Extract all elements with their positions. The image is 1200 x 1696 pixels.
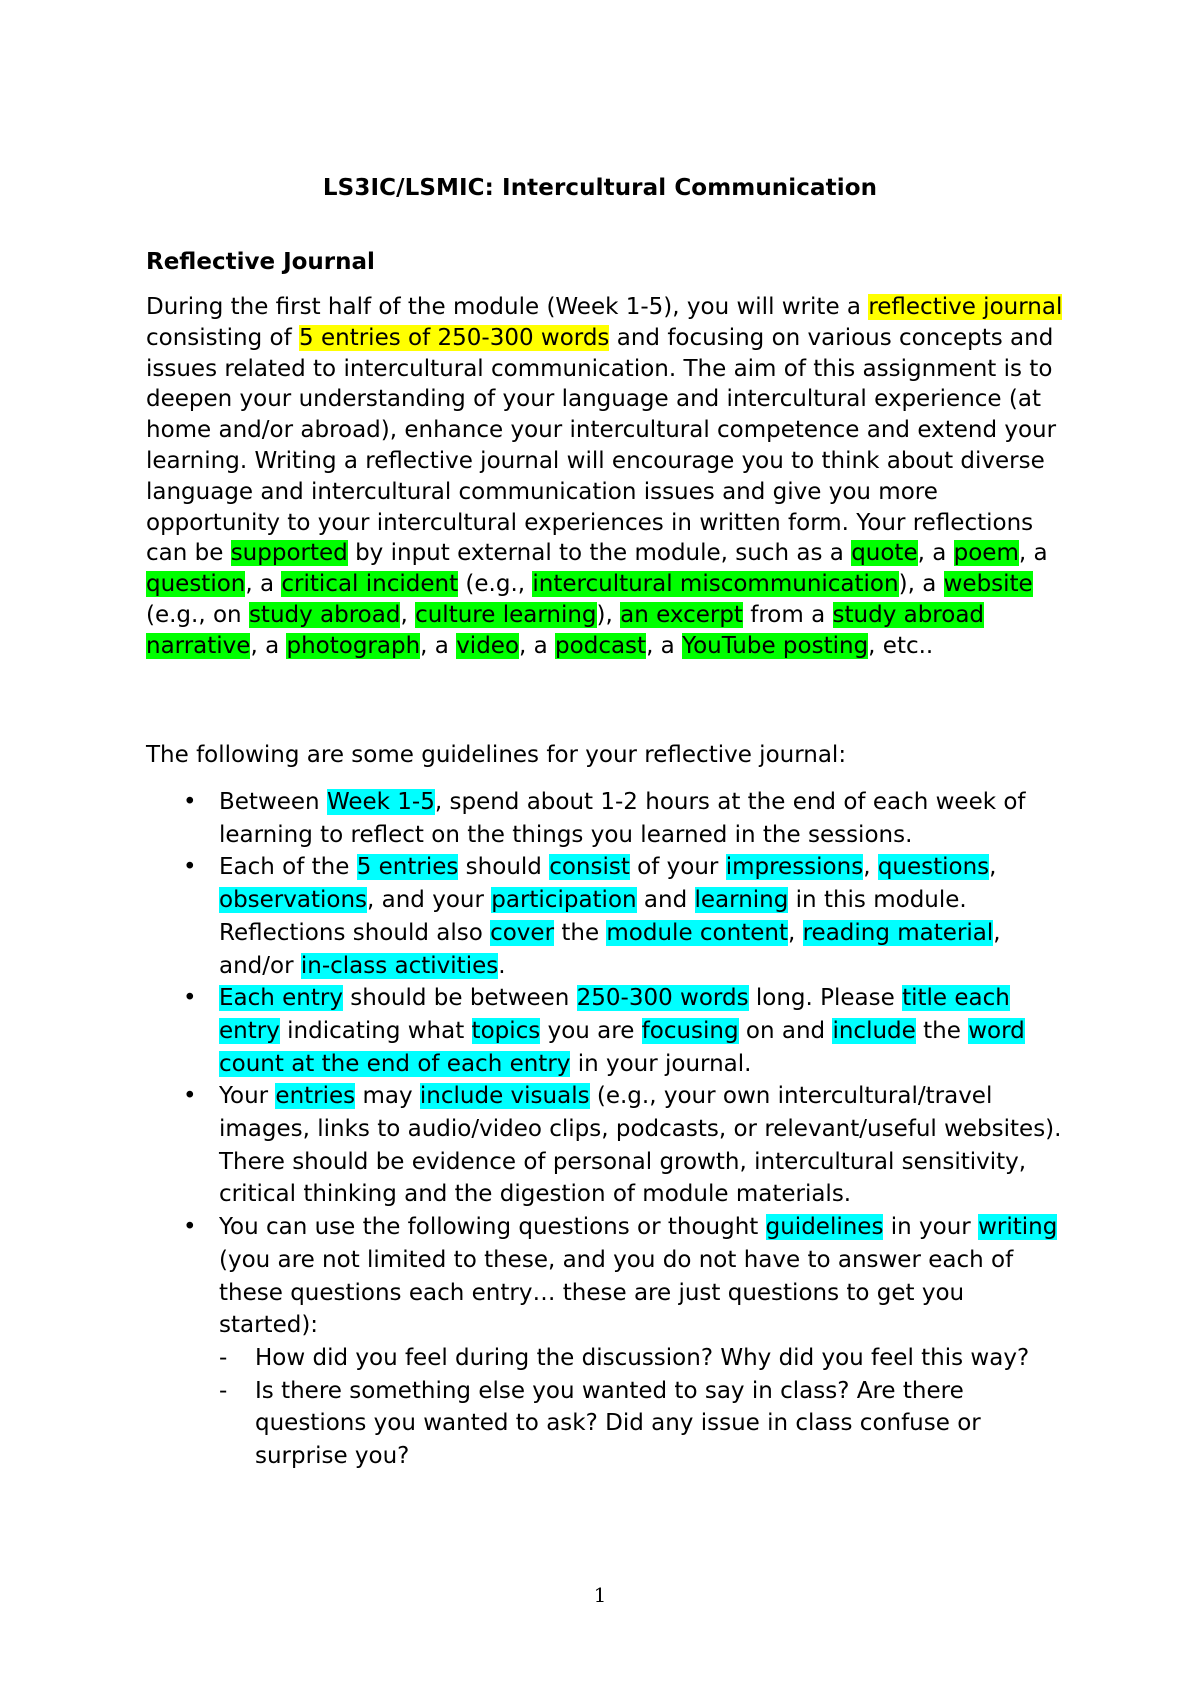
- guideline-item: [146, 1211, 1066, 1473]
- intro-text: , a: [420, 632, 457, 659]
- highlight-cyan: title each entry: [219, 985, 1010, 1044]
- highlight-cyan: writing: [978, 1214, 1058, 1241]
- guideline-item: [146, 982, 1066, 1080]
- intro-text: from a: [742, 601, 833, 628]
- highlight-green: podcast: [555, 632, 647, 659]
- guideline-text: in your journal.: [570, 1050, 752, 1077]
- highlight-cyan: include: [832, 1017, 916, 1044]
- highlight-cyan: cover: [490, 919, 555, 946]
- highlight-green: photograph: [286, 632, 421, 659]
- highlight-cyan: 250-300 words: [576, 985, 749, 1012]
- guideline-text: should: [458, 854, 550, 881]
- question-item: - Is there something else you wanted to say in class? Are there questions you wanted to ask? Did any issue in class confuse or surprise you?: [219, 1375, 1066, 1473]
- intro-text: During the first half of the module (Week 1-5), you will write a: [146, 294, 869, 320]
- highlight-green: an excerpt: [620, 601, 743, 628]
- guideline-text: ,: [989, 854, 997, 881]
- guideline-text: long. Please: [748, 985, 903, 1012]
- guideline-text: .: [498, 952, 506, 979]
- intro-text: ),: [596, 601, 621, 628]
- highlight-cyan: Week 1-5: [326, 789, 435, 815]
- intro-text: by input external to the module, such as a: [347, 540, 852, 567]
- highlight-green: website: [943, 571, 1033, 598]
- intro-text: and focusing on various concepts and issues related to intercultural communication. The aim of this assignment is to deepen your understanding of your language and intercultural experience (at home and/or abroad), enhance your intercultural competence and extend your learning. Writing a reflective journal will encourage you to think about diverse language and intercultural communication issues and give you more opportunity to your intercultural experiences in written form. Your reflections can be: [146, 324, 1057, 567]
- guidelines-intro: The following are some guidelines for your reflective journal:: [146, 742, 847, 768]
- highlight-green: critical incident: [281, 571, 459, 598]
- guideline-text: ,: [787, 919, 803, 946]
- guideline-text: ,: [863, 854, 878, 881]
- question-item: - How did you feel during the discussion? Why did you feel this way?: [219, 1342, 1066, 1375]
- highlight-cyan: module content: [606, 919, 788, 946]
- guideline-item: [146, 1080, 1066, 1211]
- guideline-text: , and/or: [219, 919, 1001, 979]
- highlight-green: culture learning: [415, 601, 597, 628]
- intro-text: consisting of: [146, 324, 300, 351]
- guideline-text: and: [636, 887, 695, 914]
- highlight-cyan: entries: [275, 1083, 356, 1110]
- intro-text: , etc..: [868, 632, 934, 659]
- highlight-cyan: impressions: [725, 854, 864, 881]
- guideline-text: the: [554, 919, 607, 946]
- guideline-item: [146, 786, 1066, 851]
- highlight-yellow: 5 entries of 250-300 words: [299, 324, 610, 351]
- highlight-green: question: [146, 571, 246, 598]
- highlight-cyan: learning: [694, 887, 789, 914]
- highlight-green: YouTube posting: [682, 632, 869, 659]
- highlight-green: video: [456, 632, 520, 659]
- document-title: LS3IC/LSMIC: Intercultural Communication: [322, 175, 878, 201]
- intro-text: , a: [646, 632, 683, 659]
- highlight-green: study abroad narrative: [146, 601, 985, 659]
- guideline-text: , spend about 1-2 hours at the end of each week of learning to reflect on the things you learned in the sessions.: [219, 789, 1026, 848]
- intro-text: , a: [519, 632, 556, 659]
- intro-text: ), a: [898, 571, 944, 598]
- guideline-item: [146, 851, 1066, 982]
- highlight-cyan: participation: [491, 887, 637, 914]
- highlight-cyan: focusing: [641, 1017, 739, 1044]
- highlight-cyan: questions: [877, 854, 990, 881]
- intro-text: , a: [250, 632, 287, 659]
- highlight-cyan: topics: [471, 1017, 541, 1044]
- highlight-cyan: reading material: [802, 919, 994, 946]
- guideline-text: of your: [629, 854, 726, 881]
- intro-text: (e.g., on: [146, 601, 249, 628]
- highlight-cyan: in-class activities: [300, 952, 499, 979]
- highlight-cyan: guidelines: [765, 1214, 884, 1241]
- guideline-text: You can use the following questions or thought: [219, 1214, 766, 1241]
- intro-text: , a: [245, 571, 282, 598]
- guideline-text: in your: [883, 1214, 979, 1241]
- highlight-cyan: word count at the end of each entry: [219, 1017, 1025, 1077]
- guideline-questions: [219, 1342, 1066, 1473]
- intro-text: , a: [917, 540, 954, 567]
- page-number: 1: [593, 1583, 607, 1607]
- intro-text: , a: [1018, 540, 1048, 567]
- highlight-green: supported: [230, 540, 348, 567]
- guideline-text: , and your: [367, 887, 492, 914]
- highlight-cyan: 5 entries: [356, 854, 459, 881]
- highlight-green: poem: [953, 540, 1019, 567]
- highlight-cyan: Each entry: [219, 985, 343, 1012]
- guideline-text: (you are not limited to these, and you do not have to answer each of these questions each entry… these are just questions to get you started):: [219, 1246, 1014, 1339]
- guideline-text: indicating what: [279, 1017, 472, 1044]
- highlight-cyan: observations: [219, 887, 368, 914]
- guideline-text: Each of the: [219, 854, 357, 881]
- guideline-text: Between: [219, 789, 327, 815]
- highlight-cyan: include visuals: [419, 1083, 590, 1110]
- highlight-green: quote: [851, 540, 918, 567]
- guidelines-list: [146, 786, 1066, 1473]
- highlight-green: study abroad: [248, 601, 401, 628]
- intro-text: (e.g.,: [458, 571, 533, 598]
- section-heading: Reflective Journal: [146, 249, 375, 275]
- highlight-green: intercultural miscommunication: [532, 571, 899, 598]
- guideline-text: Your: [219, 1083, 276, 1110]
- intro-paragraph: [146, 292, 1066, 662]
- highlight-yellow: reflective journal: [868, 294, 1063, 320]
- highlight-cyan: consist: [549, 854, 630, 881]
- guideline-text: you are: [540, 1017, 642, 1044]
- guideline-text: may: [355, 1083, 420, 1110]
- guideline-text: the: [915, 1017, 969, 1044]
- guideline-text: should be between: [342, 985, 577, 1012]
- guideline-text: (e.g., your own intercultural/travel images, links to audio/video clips, podcasts, or relevant/useful websites). There should be evidence of personal growth, intercultural sensitivity, critical thinking and the digestion of module materials.: [219, 1083, 1062, 1208]
- intro-text: ,: [400, 601, 416, 628]
- guideline-text: on and: [738, 1017, 833, 1044]
- guideline-text: in this module. Reflections should also: [219, 887, 967, 946]
